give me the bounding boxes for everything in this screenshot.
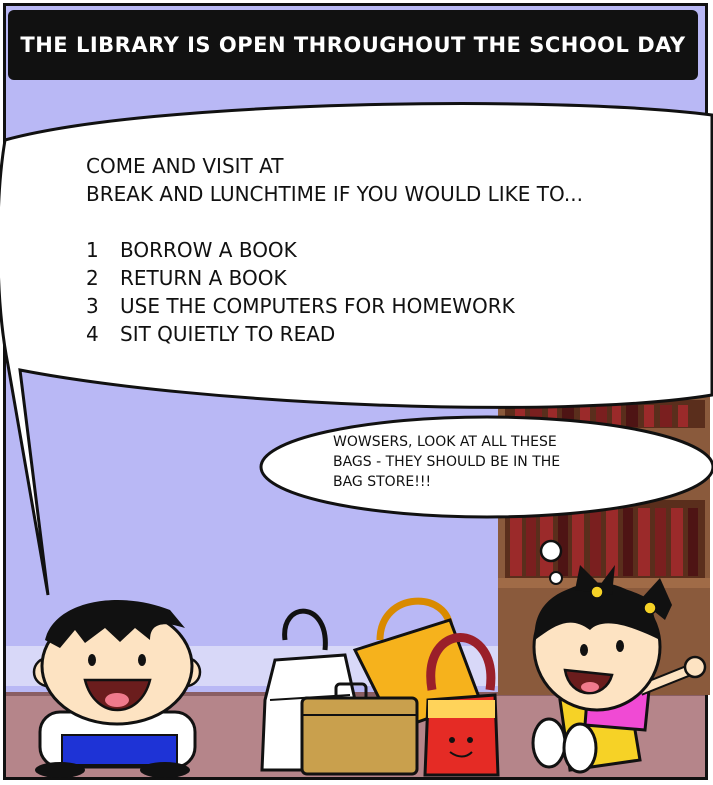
list-item-number: 2 xyxy=(86,266,99,290)
list-item-text: SIT QUIETLY TO READ xyxy=(120,322,336,346)
list-item xyxy=(86,236,686,264)
main-bubble-text xyxy=(86,152,686,348)
girl-bubble-line-2: BAGS - THEY SHOULD BE IN THE xyxy=(333,454,561,470)
list-item-number: 3 xyxy=(86,294,99,318)
title-banner xyxy=(8,10,698,80)
intro-line-2: BREAK AND LUNCHTIME IF YOU WOULD LIKE TO... xyxy=(86,182,583,206)
list-item-number: 1 xyxy=(86,238,99,262)
girl-bubble-text xyxy=(333,432,663,492)
list-item-number: 4 xyxy=(86,322,99,346)
girl-bubble-line-3: BAG STORE!!! xyxy=(333,474,432,490)
list-item-text: RETURN A BOOK xyxy=(120,266,287,290)
list-item-text: BORROW A BOOK xyxy=(120,238,297,262)
banner-title: THE LIBRARY IS OPEN THROUGHOUT THE SCHOOL DAY xyxy=(20,33,686,57)
list-item-text: USE THE COMPUTERS FOR HOMEWORK xyxy=(120,294,515,318)
girl-bubble-line-1: WOWSERS, LOOK AT ALL THESE xyxy=(333,434,557,450)
intro-line-1: COME AND VISIT AT xyxy=(86,154,284,178)
list-item xyxy=(86,264,686,292)
list-item xyxy=(86,320,686,348)
boy-character xyxy=(34,600,200,778)
spacer xyxy=(86,208,686,236)
bags-illustration xyxy=(262,601,498,775)
list-item xyxy=(86,292,686,320)
